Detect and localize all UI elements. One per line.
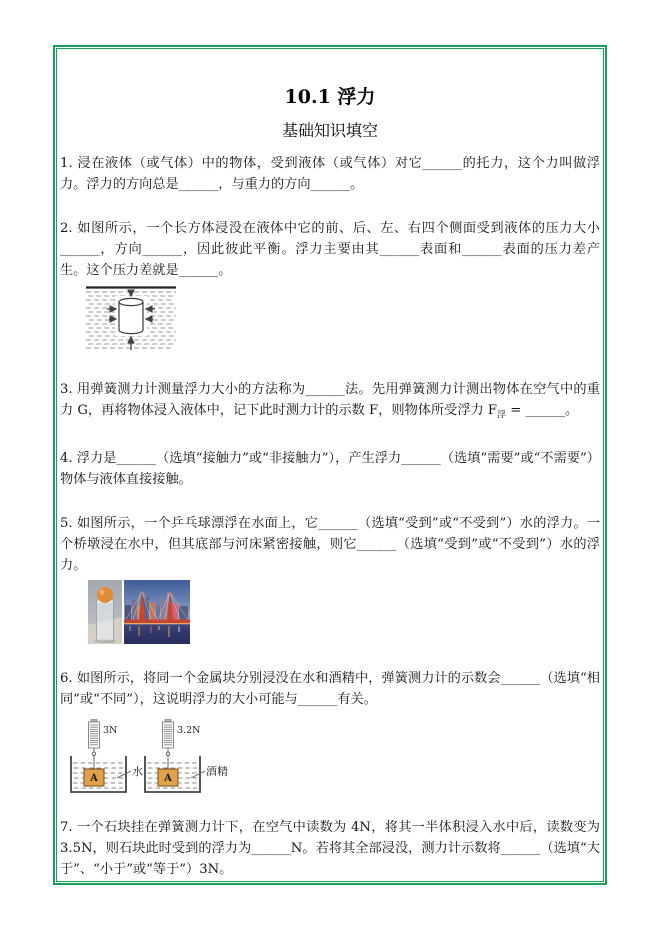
question-4: 4. 浮力是______（选填“接触力”或“非接触力”），产生浮力______（选填“需要”或“不需要”）物体与液体直接接触。 — [60, 450, 600, 487]
worksheet-title: 10.1 浮力 — [284, 86, 376, 108]
water-setup — [71, 719, 143, 792]
question-6: 6. 如图所示，将同一个金属块分别浸没在水和酒精中，弹簧测力计的示数会______（选填“相同”或“不同”），这说明浮力的大小可能与______有关。 — [60, 670, 600, 707]
liquid-label-alcohol: 酒精 — [206, 764, 228, 778]
worksheet-content — [58, 50, 602, 880]
question-3 — [60, 379, 600, 427]
question-2: 2. 如图所示，一个长方体浸没在液体中它的前、后、左、右四个侧面受到液体的压力大小______，方向______，因此彼此平衡。浮力主要由其______表面和______表面的压力差产生。这个压力差就是______。 — [60, 221, 600, 278]
question-3-text-end: = ______。 — [506, 403, 579, 418]
bridge-photo — [124, 580, 190, 644]
block-label-water: A — [90, 772, 98, 784]
pingpong-glass-photo — [88, 580, 122, 644]
cylinder — [119, 298, 143, 333]
question-3-text: 3. 用弹簧测力计测量浮力大小的方法称为______法。先用弹簧测力计测出物体在空气中的重力 G，再将物体浸入液体中，记下此时测力计的示数 F，则物体所受浮力 F — [60, 382, 600, 418]
question-1: 1. 浸在液体（或气体）中的物体，受到液体（或气体）对它______的托力，这个力叫做浮力。浮力的方向总是______，与重力的方向______。 — [60, 156, 600, 192]
question-7: 7. 一个石块挂在弹簧测力计下，在空气中读数为 4N，将其一半体积浸入水中后，读数变为 3.5N，则石块此时受到的浮力为______N。若将其全部浸没，测力计示数将______（选填“大于”、“小于”或“等于”）3N。 — [60, 819, 600, 877]
liquid-label-water: 水 — [132, 764, 143, 778]
scale-reading-water: 3N — [103, 724, 118, 736]
pressure-diagram-figure — [86, 286, 176, 353]
question-5: 5. 如图所示，一个乒乓球漂浮在水面上，它______（选填“受到”或“不受到”）水的浮力。一个桥墩浸在水中，但其底部与河床紧密接触，则它______（选填“受到”或“不受到”）水的浮力。 — [60, 515, 600, 573]
worksheet-subtitle: 基础知识填空 — [281, 121, 378, 140]
scale-reading-alcohol: 3.2N — [177, 724, 201, 736]
spring-scales-figure — [68, 719, 228, 797]
block-label-alcohol: A — [164, 772, 172, 784]
buoyancy-subscript: 浮 — [497, 410, 507, 421]
question-5-photos — [88, 580, 600, 644]
alcohol-setup — [145, 719, 228, 792]
page-frame — [53, 45, 607, 885]
